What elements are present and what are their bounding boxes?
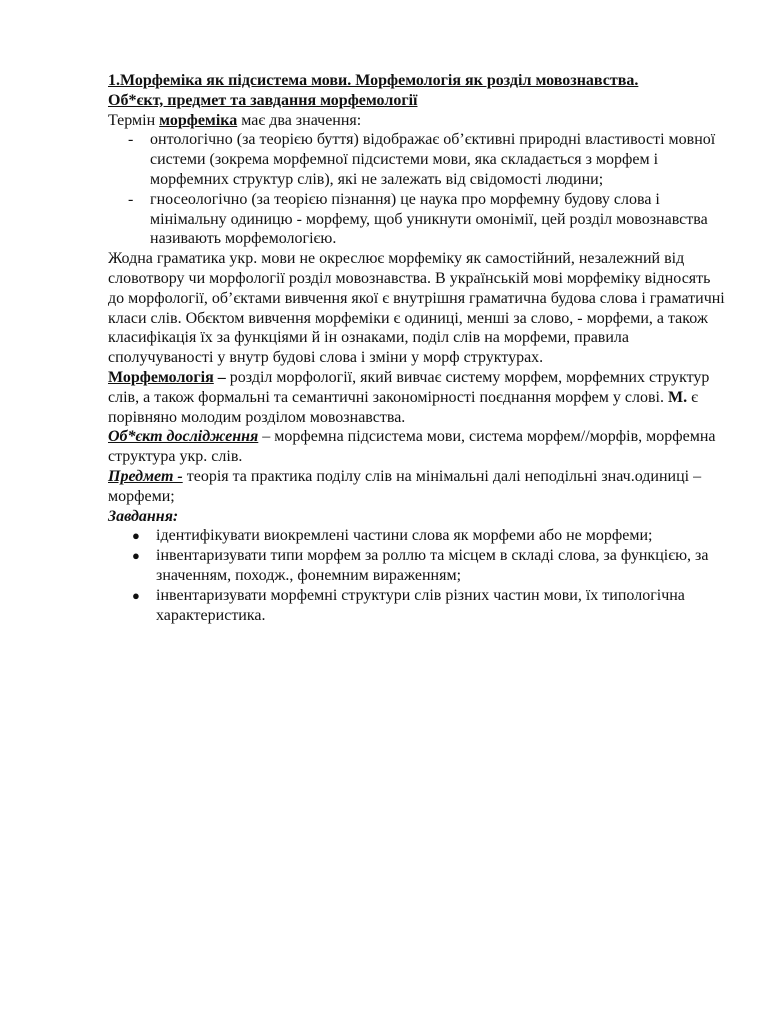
subject-text: теорія та практика поділу слів на мінімальні далі неподільні знач.одиниці – морфеми; (108, 467, 702, 505)
paragraph-main: Жодна граматика укр. мови не окреслює морфеміку як самостійний, незалежний від словотвору чи морфології розділ мовознавства. В українській мові морфеміку відносять до морфології, об’єктами вивчення якої є внутрішня граматична будова слова і граматичні класи слів. Обєктом вивчення морфеміки є одиниці, менші за слово, - морфеми, а також класифікація їх за функціями й ін ознаками, поділ слів на морфеми, правила сполучуваності у внутр будові слова і зміни у морф структурах. (108, 250, 725, 367)
list-item (108, 546, 726, 586)
dash-marker: - (128, 190, 134, 208)
list-item (108, 526, 726, 546)
subject-label: Предмет - (108, 467, 183, 485)
list-item-text: ідентифікувати виокремлені частини слова як морфеми або не морфеми; (156, 527, 653, 545)
bullet-icon: ● (132, 528, 140, 544)
object-label: Об*єкт дослідження (108, 428, 259, 446)
subject-definition (108, 467, 726, 507)
bullet-icon: ● (132, 587, 140, 603)
morphemology-abbr: М. (667, 388, 688, 406)
dash-marker: - (128, 131, 134, 149)
list-item (108, 586, 726, 626)
morphemology-dash: – (213, 368, 230, 386)
dash-item-text: онтологічно (за теорією буття) відображає об’єктивні природні властивості мовної системи (зокрема морфемної підсистеми мови, яка складається з морфем і морфемних структур слів), які не залежать від свідомості людини; (150, 131, 716, 188)
list-item-text: інвентаризувати морфемні структури слів різних частин мови, їх типологічна характеристика. (156, 586, 685, 624)
document-body (108, 71, 726, 625)
title-line-1: 1.Морфеміка як підсистема мови. Морфемологія як розділ мовознавства. (108, 72, 639, 89)
dash-item-gnoseological (108, 190, 726, 249)
title-line-2: Об*єкт, предмет та завдання морфемології (108, 91, 418, 109)
tasks-label: Завдання: (108, 507, 179, 525)
morphemology-text: розділ морфології, який вивчає систему морфем, морфемних структур слів, а також формальні та семантичні закономірності поєднання морфем у слові. (108, 368, 710, 406)
object-text: – морфемна підсистема мови, система морфем//морфів, морфемна структура укр. слів. (108, 428, 716, 466)
term-intro-pre: Термін (108, 111, 160, 129)
dash-item-text: гносеологічно (за теорією пізнання) це наука про морфемну будову слова і мінімальну одиницю - морфему, щоб уникнути омонімії, цей розділ мовознавства називають морфемологією. (150, 190, 708, 248)
morphemology-definition (108, 368, 726, 427)
tasks-list (108, 526, 726, 625)
term-intro (108, 111, 726, 131)
list-item-text: інвентаризувати типи морфем за роллю та місцем в складі слова, за функцією, за значенням, походж., фонемним вираженням; (156, 547, 709, 584)
morphemology-text-2: є порівняно молодим розділом мовознавства. (108, 388, 698, 426)
object-definition (108, 427, 726, 467)
dash-item-ontological (108, 130, 726, 189)
morphemology-term: Морфемологія (108, 368, 214, 386)
term-morphemics: морфеміка (159, 111, 238, 129)
term-intro-post: має два значення: (237, 111, 362, 129)
bullet-icon: ● (132, 548, 140, 564)
